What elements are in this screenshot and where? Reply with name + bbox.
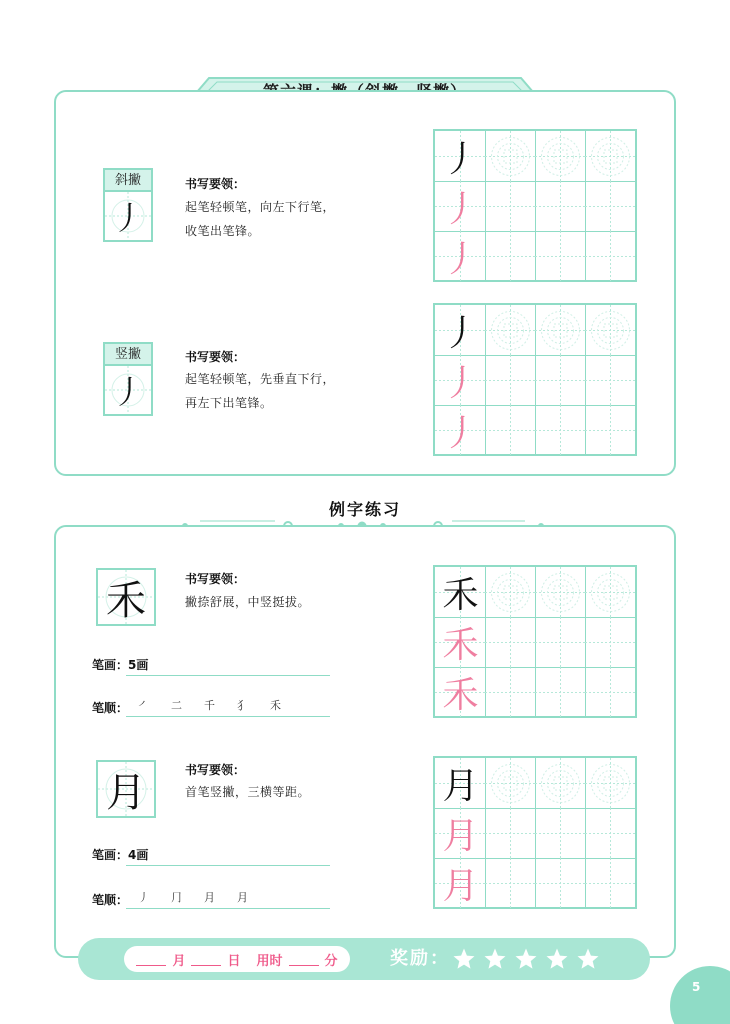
stroke-step: 千 [204, 699, 216, 712]
grid-cell[interactable] [485, 617, 536, 668]
date-time-pill [124, 946, 350, 972]
page-number-badge [670, 966, 730, 1024]
grid-cell[interactable] [435, 567, 486, 618]
grid-cell[interactable] [535, 667, 586, 718]
star-icon[interactable] [483, 947, 507, 975]
reward-stars [452, 947, 600, 975]
day-blank[interactable] [191, 952, 221, 966]
grid-cell[interactable] [485, 355, 536, 406]
grid-cell[interactable] [485, 405, 536, 456]
star-icon[interactable] [576, 947, 600, 975]
tip-text: 起笔轻顿笔，向左下行笔， 收笔出笔锋。 [185, 200, 336, 238]
underline [126, 908, 330, 909]
trace-char: 月 [442, 816, 479, 857]
grid-cell[interactable] [535, 758, 586, 809]
grid-cell[interactable] [585, 617, 636, 668]
stroke-step: 禾 [270, 699, 282, 712]
page-number: 5 [692, 980, 701, 994]
grid-cell[interactable] [585, 231, 636, 282]
stroke-sample-1 [103, 168, 153, 242]
star-icon[interactable] [452, 947, 476, 975]
grid-cell[interactable] [435, 405, 486, 456]
underline [126, 675, 330, 676]
grid-cell[interactable] [435, 305, 486, 356]
trace-char: 丿 [442, 413, 479, 454]
minute-label: 分 [324, 953, 338, 969]
day-label: 日 [227, 953, 241, 969]
footer-bar [78, 938, 650, 980]
grid-cell[interactable] [535, 181, 586, 232]
grid-cell[interactable] [535, 305, 586, 356]
grid-cell[interactable] [585, 567, 636, 618]
stroke-glyph: 丿 [111, 373, 144, 411]
stroke-count: 笔画：5画 [92, 658, 149, 672]
grid-cell[interactable] [535, 231, 586, 282]
grid-cell[interactable] [435, 858, 486, 909]
grid-cell[interactable] [435, 758, 486, 809]
grid-cell[interactable] [535, 131, 586, 182]
tip-heading: 书写要领： [185, 572, 246, 586]
grid-cell[interactable] [585, 667, 636, 718]
stroke-step: 月 [237, 891, 249, 904]
model-char: 丿 [442, 139, 479, 180]
stroke-step: ⺆ [171, 891, 183, 904]
minute-blank[interactable] [289, 952, 319, 966]
model-char: 禾 [442, 575, 479, 616]
grid-cell[interactable] [485, 181, 536, 232]
grid-cell[interactable] [535, 858, 586, 909]
tip-text: 起笔轻顿笔，先垂直下行， 再左下出笔锋。 [185, 372, 336, 410]
reward-label: 奖励： [390, 948, 450, 969]
grid-cell[interactable] [485, 131, 536, 182]
star-icon[interactable] [545, 947, 569, 975]
trace-char: 丿 [442, 239, 479, 280]
stroke-step: ⺨ [237, 699, 249, 712]
grid-cell[interactable] [435, 231, 486, 282]
trace-char: 丿 [442, 189, 479, 230]
stroke-count: 笔画：4画 [92, 848, 149, 862]
grid-cell[interactable] [435, 808, 486, 859]
stroke-sample-2 [103, 342, 153, 416]
grid-cell[interactable] [535, 355, 586, 406]
stroke-order-label: 笔顺： [92, 893, 129, 907]
stroke-step: 月 [204, 891, 216, 904]
section-title: 例字练习 [328, 500, 401, 519]
stroke-step: 丿 [138, 891, 150, 904]
grid-cell[interactable] [585, 355, 636, 406]
month-label: 月 [172, 953, 186, 969]
trace-char: 丿 [442, 363, 479, 404]
stroke-label: 斜撇 [105, 170, 151, 192]
practice-grid [433, 756, 637, 909]
example-char-box [96, 760, 156, 818]
grid-cell[interactable] [535, 617, 586, 668]
tip-heading: 书写要领： [185, 763, 246, 777]
grid-cell[interactable] [585, 808, 636, 859]
example-char: 月 [106, 769, 146, 816]
trace-char: 禾 [442, 625, 479, 666]
stroke-step: ㇒ [138, 699, 150, 712]
grid-cell[interactable] [485, 808, 536, 859]
grid-cell[interactable] [435, 355, 486, 406]
grid-cell[interactable] [585, 305, 636, 356]
grid-cell[interactable] [485, 231, 536, 282]
practice-grid [433, 565, 637, 718]
grid-cell[interactable] [435, 667, 486, 718]
stroke-order [138, 889, 270, 905]
tip-text: 首笔竖撇，三横等距。 [185, 785, 311, 799]
grid-cell[interactable] [535, 808, 586, 859]
grid-cell[interactable] [585, 758, 636, 809]
grid-cell[interactable] [585, 181, 636, 232]
underline [126, 865, 330, 866]
grid-cell[interactable] [485, 567, 536, 618]
example-char-box [96, 568, 156, 626]
practice-grid [433, 129, 637, 282]
grid-cell[interactable] [485, 667, 536, 718]
stroke-label: 竖撇 [105, 344, 151, 366]
practice-grid [433, 303, 637, 456]
trace-char: 月 [442, 866, 479, 907]
star-icon[interactable] [514, 947, 538, 975]
stroke-order [138, 697, 303, 713]
grid-cell[interactable] [585, 131, 636, 182]
grid-cell[interactable] [535, 405, 586, 456]
month-blank[interactable] [136, 952, 166, 966]
model-char: 丿 [442, 313, 479, 354]
grid-cell[interactable] [485, 305, 536, 356]
grid-cell[interactable] [435, 181, 486, 232]
stroke-glyph: 丿 [111, 199, 144, 237]
tip-text: 撇捺舒展，中竖挺拔。 [185, 595, 311, 609]
grid-cell[interactable] [485, 758, 536, 809]
stroke-step: ⼆ [171, 699, 183, 712]
example-char: 禾 [106, 577, 146, 624]
grid-cell[interactable] [435, 617, 486, 668]
tip-heading: 书写要领： [185, 350, 246, 364]
trace-char: 禾 [442, 675, 479, 716]
grid-cell[interactable] [585, 405, 636, 456]
model-char: 月 [442, 766, 479, 807]
time-label: 用时 [256, 953, 283, 969]
grid-cell[interactable] [585, 858, 636, 909]
grid-cell[interactable] [435, 131, 486, 182]
underline [126, 716, 330, 717]
stroke-order-label: 笔顺： [92, 701, 129, 715]
grid-cell[interactable] [485, 858, 536, 909]
tip-heading: 书写要领： [185, 177, 246, 191]
grid-cell[interactable] [535, 567, 586, 618]
